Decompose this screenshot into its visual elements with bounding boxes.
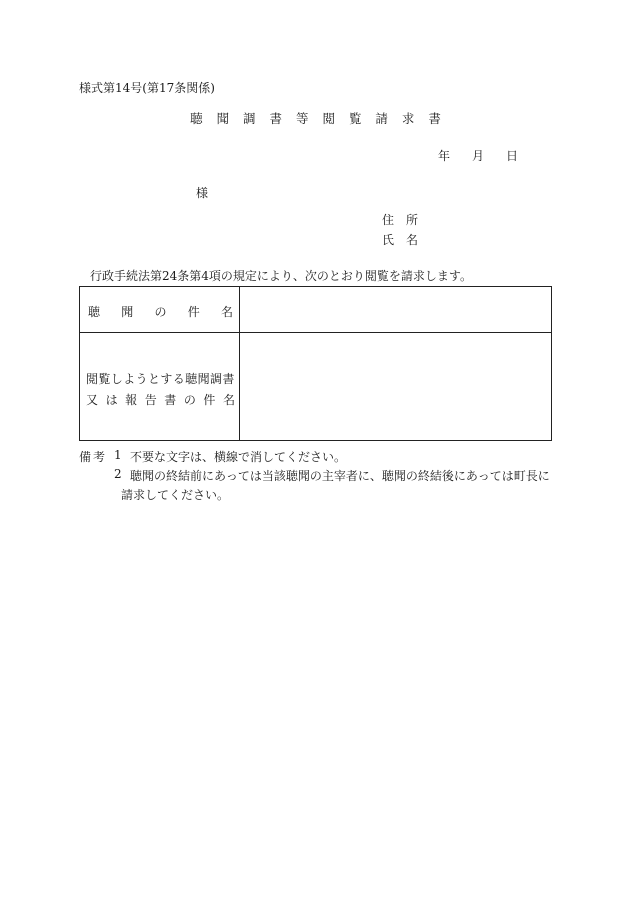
label-char: 聴 <box>88 305 101 319</box>
label-char: 書 <box>164 393 177 407</box>
notes-heading: 備考 <box>79 450 108 464</box>
request-table <box>79 286 552 441</box>
applicant-address-label: 住所 <box>382 213 431 227</box>
date-year-label: 年 <box>438 149 451 163</box>
label-char: 件 <box>203 393 216 407</box>
label-char: 聞 <box>121 305 134 319</box>
label-char: 告 <box>144 393 157 407</box>
intro-text: 行政手続法第24条第4項の規定により、次のとおり閲覧を請求します。 <box>90 269 472 283</box>
label-char: 名 <box>222 393 235 407</box>
note-text: 不要な文字は、横線で消してください。 <box>130 450 347 464</box>
note-number: 1 <box>114 448 122 462</box>
note-text-continued: 請求してください。 <box>121 488 230 502</box>
document-title: 聴 聞 調 書 等 閲 覧 請 求 書 <box>190 111 446 126</box>
label-char: 又 <box>86 393 99 407</box>
documents-label-line1: 閲覧しようとする聴聞調書 <box>86 372 235 386</box>
documents-label-line2 <box>86 391 235 408</box>
label-char: 件 <box>187 305 200 319</box>
addressee-suffix: 様 <box>196 186 209 200</box>
date-month-label: 月 <box>472 149 485 163</box>
hearing-subject-field[interactable] <box>240 287 551 332</box>
hearing-subject-label <box>86 303 235 320</box>
date-line <box>438 147 518 164</box>
date-day-label: 日 <box>506 149 519 163</box>
hearing-documents-field[interactable] <box>240 333 551 440</box>
label-char: は <box>105 393 118 407</box>
note-text: 聴聞の終結前にあっては当該聴聞の主宰者に、聴聞の終結後にあっては町長に <box>130 469 550 483</box>
note-number: 2 <box>114 467 122 481</box>
label-char: 名 <box>220 305 233 319</box>
label-char: の <box>183 393 196 407</box>
form-number: 様式第14号(第17条関係) <box>79 81 215 95</box>
applicant-name-label: 氏名 <box>382 233 431 247</box>
label-char: の <box>154 305 167 319</box>
label-char: 報 <box>125 393 138 407</box>
